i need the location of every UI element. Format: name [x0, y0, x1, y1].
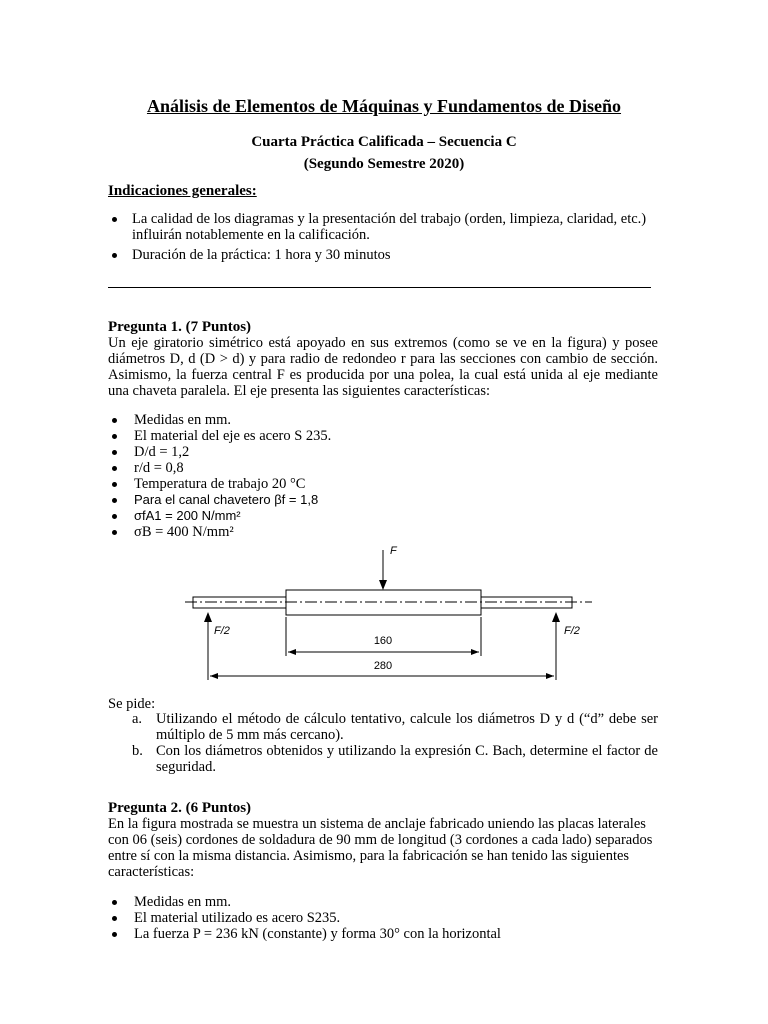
pregunta1-list [110, 412, 510, 540]
list-item: σB = 400 N/mm² [110, 524, 510, 540]
dimension-arrowhead [210, 673, 218, 679]
list-item: La calidad de los diagramas y la presentación del trabajo (orden, limpieza, claridad, etc.) influirán notablemente en la calificación. [110, 211, 660, 243]
force-label: F [390, 545, 397, 557]
pregunta2-list [110, 894, 610, 942]
dimension-arrowhead [546, 673, 554, 679]
dimension-arrowhead [288, 649, 296, 655]
list-item: r/d = 0,8 [110, 460, 510, 476]
list-item: Temperatura de trabajo 20 °C [110, 476, 510, 492]
task-marker: b. [132, 743, 143, 759]
pregunta2-text: En la figura mostrada se muestra un sistema de anclaje fabricado uniendo las placas laterales con 06 (seis) cordones de soldadura de 90 mm de longitud (3 cordones a cada lado) separados entre sí con la misma distancia. Asimismo, para la fabricación se han tenido las siguientes características: [108, 816, 653, 880]
list-item: σfA1 = 200 N/mm² [110, 508, 510, 524]
pregunta1-heading: Pregunta 1. (7 Puntos) [108, 319, 252, 335]
left-reaction-arrowhead [204, 612, 212, 622]
indicaciones-heading: Indicaciones generales: [108, 183, 257, 199]
list-item: D/d = 1,2 [110, 444, 510, 460]
list-item: Duración de la práctica: 1 hora y 30 minutos [110, 247, 660, 263]
list-item: El material del eje es acero S 235. [110, 428, 510, 444]
list-item: La fuerza P = 236 kN (constante) y forma 30° con la horizontal [110, 926, 610, 942]
indicaciones-list [110, 211, 660, 263]
shaft-figure [180, 540, 600, 685]
document-semester: (Segundo Semestre 2020) [303, 156, 465, 172]
document-subtitle: Cuarta Práctica Calificada – Secuencia C [251, 134, 517, 150]
pregunta2-heading: Pregunta 2. (6 Puntos) [108, 800, 252, 816]
list-item: Para el canal chavetero βf = 1,8 [110, 492, 510, 508]
list-item: Medidas en mm. [110, 412, 510, 428]
task-marker: a. [132, 711, 143, 727]
dimension-label-280: 280 [373, 660, 393, 672]
right-reaction-label: F/2 [564, 625, 580, 637]
task-text: Utilizando el método de cálculo tentativo, calcule los diámetros D y d (“d” debe ser múltiplo de 5 mm más cercano). [156, 711, 658, 743]
dimension-arrowhead [471, 649, 479, 655]
right-reaction-arrowhead [552, 612, 560, 622]
list-item: Medidas en mm. [110, 894, 610, 910]
dimension-label-160: 160 [373, 635, 393, 647]
list-item: El material utilizado es acero S235. [110, 910, 610, 926]
se-pide-label: Se pide: [108, 696, 156, 712]
list-item [132, 743, 658, 775]
task-text: Con los diámetros obtenidos y utilizando la expresión C. Bach, determine el factor de seguridad. [156, 743, 658, 775]
pregunta1-tasks [132, 711, 658, 775]
document-title: Análisis de Elementos de Máquinas y Fundamentos de Diseño [146, 96, 622, 116]
list-item [132, 711, 658, 743]
left-reaction-label: F/2 [214, 625, 230, 637]
force-arrowhead [379, 580, 387, 590]
separator-line [108, 287, 651, 288]
pregunta1-text: Un eje giratorio simétrico está apoyado en sus extremos (como se ve en la figura) y posee diámetros D, d (D > d) y para radio de redondeo r para las secciones con cambio de sección. Asimismo, la fuerza central F es producida por una polea, la cual está unida al eje mediante una chaveta paralela. El eje presenta las siguientes características: [108, 335, 658, 399]
